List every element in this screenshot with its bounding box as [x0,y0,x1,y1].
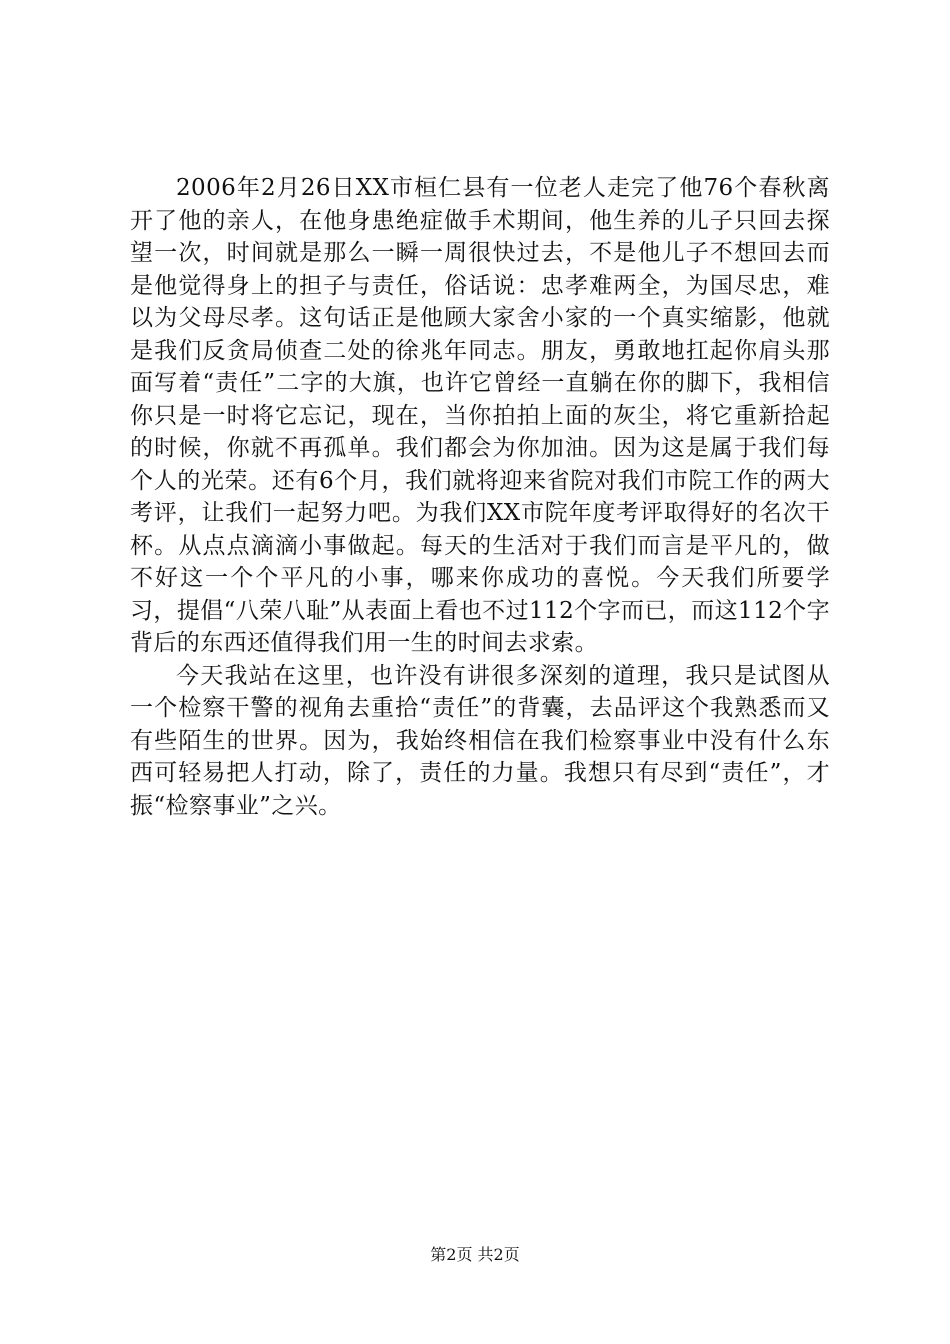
page-total: 共2页 [477,1245,520,1264]
page-number: 第2页 [430,1245,473,1264]
document-body [130,172,830,822]
paragraph-1: 2006年2月26日XX市桓仁县有一位老人走完了他76个春秋离开了他的亲人，在他身患绝症做手术期间，他生养的儿子只回去探望一次，时间就是那么一瞬一周很快过去，不是他儿子不想回去而是他觉得身上的担子与责任，俗话说：忠孝难两全，为国尽忠，难以为父母尽孝。这句话正是他顾大家舍小家的一个真实缩影，他就是我们反贪局侦查二处的徐兆年同志。朋友，勇敢地扛起你肩头那面写着“责任”二字的大旗，也许它曾经一直躺在你的脚下，我相信你只是一时将它忘记，现在，当你拍拍上面的灰尘，将它重新拾起的时候，你就不再孤单。我们都会为你加油。因为这是属于我们每个人的光荣。还有6个月，我们就将迎来省院对我们市院工作的两大考评，让我们一起努力吧。为我们XX市院年度考评取得好的名次干杯。从点点滴滴小事做起。每天的生活对于我们而言是平凡的，做不好这一个个平凡的小事，哪来你成功的喜悦。今天我们所要学习，提倡“八荣八耻”从表面上看也不过112个字而已，而这112个字背后的东西还值得我们用一生的时间去求索。 [130,175,830,656]
paragraph-2: 今天我站在这里，也许没有讲很多深刻的道理，我只是试图从一个检察干警的视角去重拾“责任”的背囊，去品评这个我熟悉而又有些陌生的世界。因为，我始终相信在我们检察事业中没有什么东西可轻易把人打动，除了，责任的力量。我想只有尽到“责任”，才振“检察事业”之兴。 [130,662,830,819]
page-footer [0,1244,950,1266]
